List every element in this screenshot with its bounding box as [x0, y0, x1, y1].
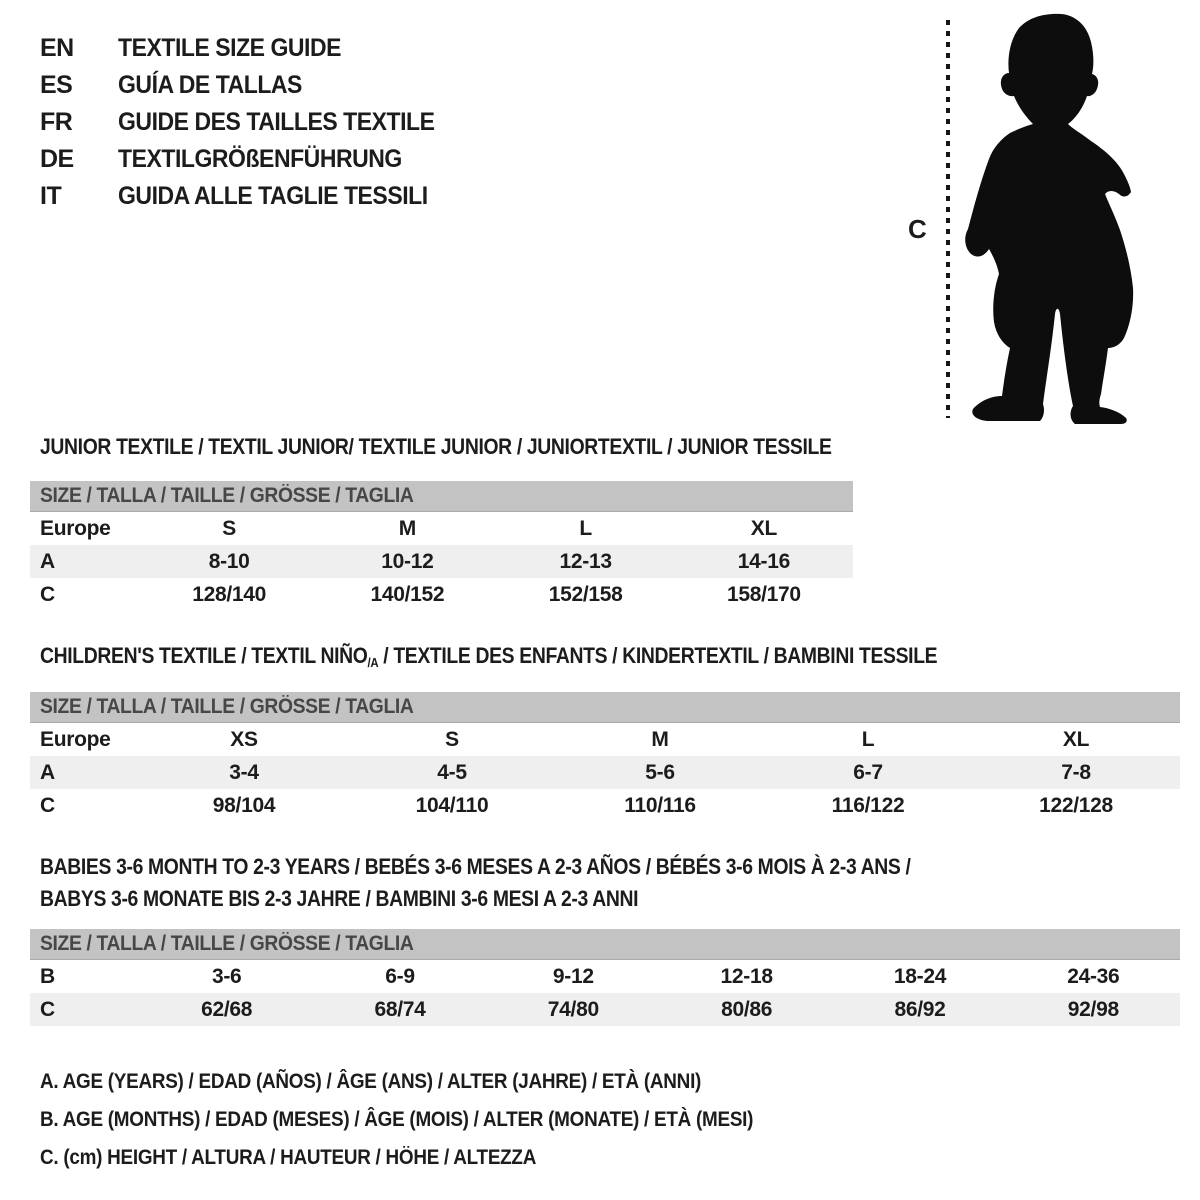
language-row-de [40, 141, 462, 178]
age-months-cell: 9-12 [552, 964, 594, 988]
language-row-en [40, 30, 462, 67]
row-label: A [40, 760, 55, 784]
row-label: Europe [40, 727, 111, 751]
legend-line-c: C. (cm) HEIGHT / ALTURA / HAUTEUR / HÖHE / ALTEZZA [40, 1146, 537, 1169]
size-cell: XS [230, 727, 258, 751]
children-title-pre: CHILDREN'S TEXTILE / TEXTIL NIÑO [40, 643, 368, 668]
children-size-band [30, 692, 1180, 723]
junior-size-band [30, 481, 853, 512]
height-cell: 86/92 [894, 997, 946, 1021]
age-months-cell: 24-36 [1067, 964, 1120, 988]
age-cell: 3-4 [229, 760, 259, 784]
size-cell: XL [1062, 727, 1090, 751]
age-cell: 7-8 [1061, 760, 1091, 784]
junior-size-table [30, 481, 853, 611]
table-row [30, 960, 1180, 993]
height-cell: 140/152 [370, 582, 445, 606]
age-cell: 5-6 [645, 760, 675, 784]
age-months-cell: 12-18 [720, 964, 773, 988]
children-title-sub: /A [367, 655, 379, 670]
height-cell: 62/68 [201, 997, 253, 1021]
guide-title-es: GUÍA DE TALLAS [118, 71, 302, 99]
size-cell: L [861, 727, 875, 751]
row-label: C [40, 793, 55, 817]
size-band-label: SIZE / TALLA / TAILLE / GRÖSSE / TAGLIA [40, 695, 414, 718]
table-row [30, 512, 853, 545]
language-row-it [40, 178, 462, 215]
height-cell: 110/116 [624, 793, 696, 817]
height-cell: 104/110 [415, 793, 489, 817]
babies-title-line1: BABIES 3-6 MONTH TO 2-3 YEARS / BEBÉS 3-6 MESES A 2-3 AÑOS / BÉBÉS 3-6 MOIS À 2-3 ANS / [40, 854, 911, 879]
size-cell: S [222, 516, 236, 540]
row-label: A [40, 549, 55, 573]
babies-size-table [30, 929, 1180, 1026]
size-cell: M [651, 727, 669, 751]
table-row [30, 723, 1180, 756]
size-band-label: SIZE / TALLA / TAILLE / GRÖSSE / TAGLIA [40, 484, 414, 507]
language-code: FR [40, 108, 73, 136]
language-row-fr [40, 104, 462, 141]
height-cell: 92/98 [1067, 997, 1119, 1021]
guide-title-it: GUIDA ALLE TAGLIE TESSILI [118, 182, 428, 210]
measurement-legend [40, 1063, 832, 1177]
junior-section-title: JUNIOR TEXTILE / TEXTIL JUNIOR/ TEXTILE JUNIOR / JUNIORTEXTIL / JUNIOR TESSILE [40, 434, 832, 459]
table-row [30, 789, 1180, 822]
language-code: DE [40, 145, 74, 173]
height-cell: 152/158 [548, 582, 623, 606]
size-band-label: SIZE / TALLA / TAILLE / GRÖSSE / TAGLIA [40, 932, 414, 955]
size-cell: XL [750, 516, 777, 540]
age-cell: 8-10 [208, 549, 250, 573]
size-cell: L [579, 516, 592, 540]
guide-title-en: TEXTILE SIZE GUIDE [118, 34, 342, 62]
height-cell: 128/140 [192, 582, 267, 606]
age-cell: 14-16 [737, 549, 790, 573]
height-cell: 158/170 [726, 582, 801, 606]
babies-title-line2: BABYS 3-6 MONATE BIS 2-3 JAHRE / BAMBINI 3-6 MESI A 2-3 ANNI [40, 886, 639, 911]
table-row [30, 578, 853, 611]
height-cell: 80/86 [721, 997, 773, 1021]
babies-size-band [30, 929, 1180, 960]
age-cell: 10-12 [381, 549, 434, 573]
language-code: ES [40, 71, 73, 99]
language-header [40, 30, 462, 215]
height-measure-dotted-line [946, 20, 950, 418]
guide-title-fr: GUIDE DES TAILLES TEXTILE [118, 108, 435, 136]
legend-line-a: A. AGE (YEARS) / EDAD (AÑOS) / ÂGE (ANS) / ALTER (JAHRE) / ETÀ (ANNI) [40, 1070, 702, 1093]
row-label: B [40, 964, 55, 988]
children-title-post: / TEXTILE DES ENFANTS / KINDERTEXTIL / BAMBINI TESSILE [378, 643, 938, 668]
age-months-cell: 6-9 [385, 964, 415, 988]
language-code: IT [40, 182, 62, 210]
age-cell: 6-7 [853, 760, 883, 784]
height-cell: 122/128 [1039, 793, 1113, 817]
table-row [30, 993, 1180, 1026]
height-cell: 116/122 [831, 793, 905, 817]
height-cell: 74/80 [547, 997, 599, 1021]
age-cell: 12-13 [559, 549, 612, 573]
language-row-es [40, 67, 462, 104]
row-label: Europe [40, 516, 111, 540]
height-cell: 68/74 [374, 997, 426, 1021]
language-code: EN [40, 34, 74, 62]
babies-section-title [40, 851, 911, 915]
children-section-title [40, 643, 937, 672]
height-cell: 98/104 [212, 793, 276, 817]
toddler-silhouette-icon [957, 12, 1147, 424]
row-label: C [40, 582, 55, 606]
size-cell: S [445, 727, 459, 751]
age-months-cell: 3-6 [211, 964, 242, 988]
table-row [30, 756, 1180, 789]
table-row [30, 545, 853, 578]
age-months-cell: 18-24 [893, 964, 947, 988]
age-cell: 4-5 [437, 760, 467, 784]
height-measure-label: C [908, 214, 927, 244]
legend-line-b: B. AGE (MONTHS) / EDAD (MESES) / ÂGE (MOIS) / ALTER (MONATE) / ETÀ (MESI) [40, 1108, 754, 1131]
guide-title-de: TEXTILGRÖßENFÜHRUNG [118, 145, 402, 173]
children-size-table [30, 692, 1180, 822]
row-label: C [40, 997, 55, 1021]
size-cell: M [398, 516, 416, 540]
